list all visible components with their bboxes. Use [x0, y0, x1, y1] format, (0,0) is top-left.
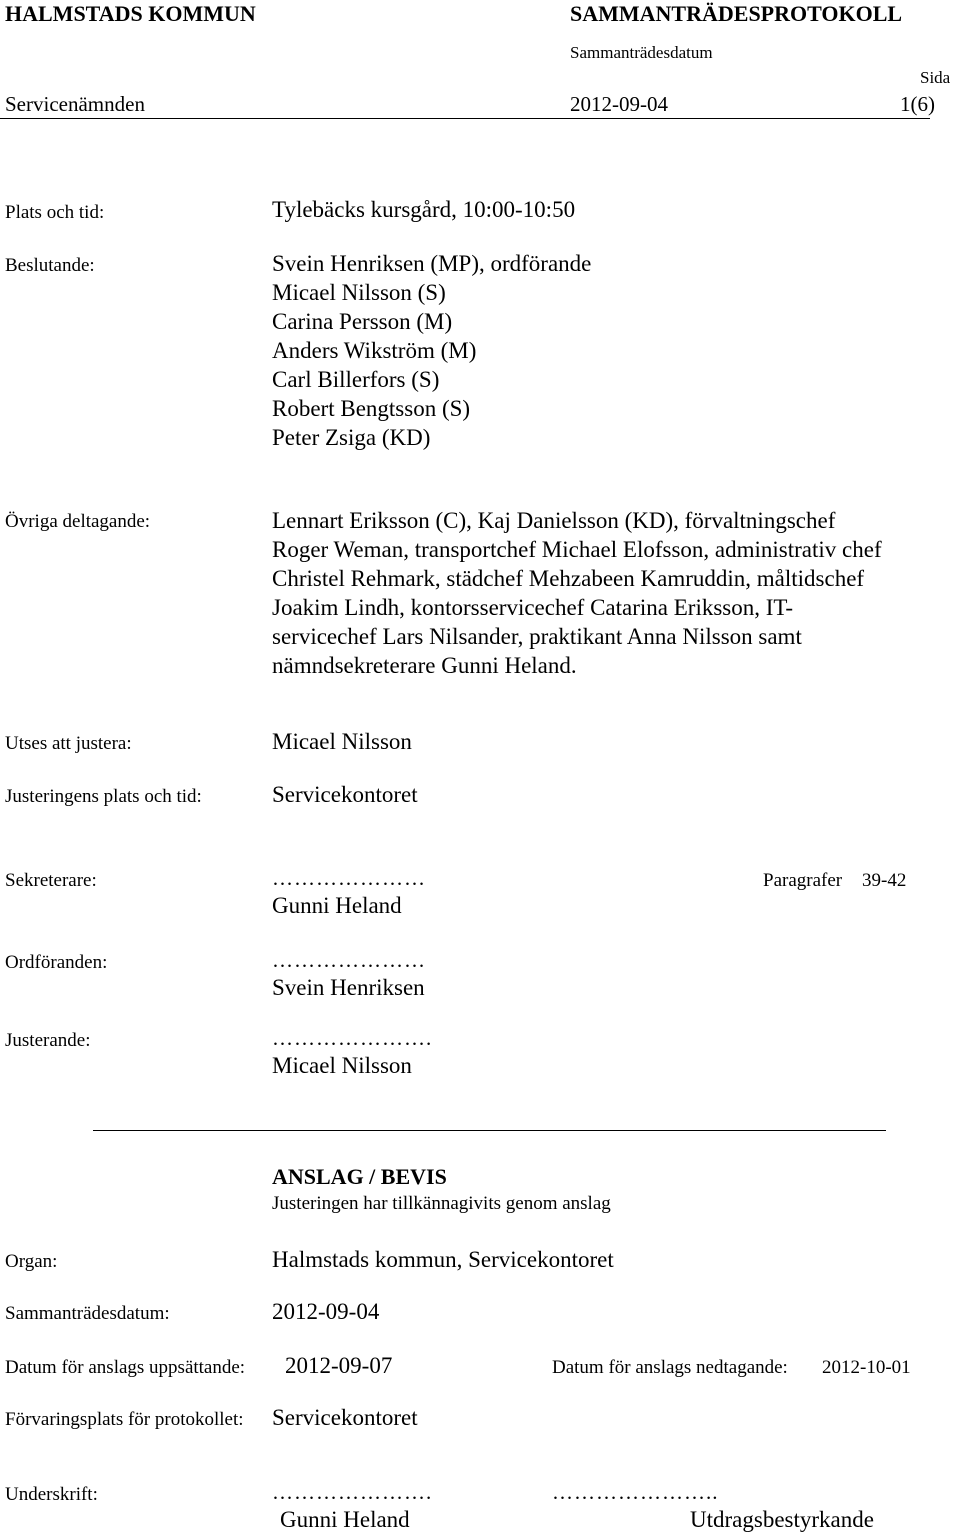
secretary-name: Gunni Heland	[272, 893, 402, 918]
decider-item: Carina Persson (M)	[272, 309, 453, 334]
adjust-value: Micael Nilsson	[272, 729, 412, 754]
notice-title: ANSLAG / BEVIS	[272, 1164, 447, 1189]
others-line: nämndsekreterare Gunni Heland.	[272, 653, 577, 678]
others-label: Övriga deltagande:	[5, 511, 151, 532]
decider-item: Svein Henriksen (MP), ordförande	[272, 251, 592, 276]
header-divider	[0, 118, 930, 119]
notice-divider	[93, 1130, 886, 1131]
organ-label: Organ:	[5, 1251, 58, 1272]
others-line: Lennart Eriksson (C), Kaj Danielsson (KD), förvaltningschef	[272, 508, 836, 533]
posted-value: 2012-09-07	[285, 1353, 393, 1378]
posted-label: Datum för anslags uppsättande:	[5, 1357, 246, 1378]
place-value: Tylebäcks kursgård, 10:00-10:50	[272, 197, 576, 222]
others-list	[272, 506, 882, 680]
notice-meeting-date-value: 2012-09-04	[272, 1299, 380, 1324]
decider-item: Robert Bengtsson (S)	[272, 396, 471, 421]
adjuster-label: Justerande:	[5, 1030, 91, 1051]
chair-signature-line: …………………	[272, 948, 426, 972]
paragraphs-value: 39-42	[862, 870, 907, 891]
decider-item: Peter Zsiga (KD)	[272, 425, 431, 450]
page-number: 1(6)	[900, 92, 935, 116]
place-label: Plats och tid:	[5, 202, 105, 223]
document-type: SAMMANTRÄDESPROTOKOLL	[570, 1, 903, 26]
others-line: Joakim Lindh, kontorsservicechef Catarina Eriksson, IT-	[272, 595, 793, 620]
adjuster-signature-line: ………………….	[272, 1026, 433, 1050]
notice-subtitle: Justeringen har tillkännagivits genom anslag	[272, 1193, 611, 1214]
others-line: Roger Weman, transportchef Michael Elofsson, administrativ chef	[272, 537, 882, 562]
adjust-place-value: Servicekontoret	[272, 782, 418, 807]
notice-meeting-date-label: Sammanträdesdatum:	[5, 1303, 170, 1324]
others-line: servicechef Lars Nilsander, praktikant Anna Nilsson samt	[272, 624, 802, 649]
deciders-label: Beslutande:	[5, 255, 95, 276]
storage-label: Förvaringsplats för protokollet:	[5, 1409, 244, 1430]
removed-label: Datum för anslags nedtagande:	[552, 1357, 788, 1378]
chair-name: Svein Henriksen	[272, 975, 425, 1000]
decider-item: Micael Nilsson (S)	[272, 280, 446, 305]
page-label: Sida	[920, 68, 951, 87]
date-label: Sammanträdesdatum	[570, 43, 713, 62]
signature-line-2: …………………..	[552, 1480, 719, 1504]
deciders-list	[272, 249, 591, 452]
chair-label: Ordföranden:	[5, 952, 108, 973]
secretary-label: Sekreterare:	[5, 870, 97, 891]
adjust-label: Utses att justera:	[5, 733, 132, 754]
decider-item: Anders Wikström (M)	[272, 338, 477, 363]
decider-item: Carl Billerfors (S)	[272, 367, 440, 392]
signature-line-1: ………………….	[272, 1480, 433, 1504]
others-line: Christel Rehmark, städchef Mehzabeen Kamruddin, måltidschef	[272, 566, 865, 591]
committee-name: Servicenämnden	[5, 92, 145, 116]
signature-name-2: Utdragsbestyrkande	[690, 1507, 874, 1532]
signature-label: Underskrift:	[5, 1484, 98, 1505]
organ-value: Halmstads kommun, Servicekontoret	[272, 1247, 614, 1272]
secretary-signature-line: …………………	[272, 866, 426, 890]
adjust-place-label: Justeringens plats och tid:	[5, 786, 202, 807]
org-name: HALMSTADS KOMMUN	[5, 1, 256, 26]
paragraphs-label: Paragrafer	[763, 870, 843, 891]
signature-name-1: Gunni Heland	[280, 1507, 410, 1532]
removed-value: 2012-10-01	[822, 1357, 911, 1378]
storage-value: Servicekontoret	[272, 1405, 418, 1430]
adjuster-name: Micael Nilsson	[272, 1053, 412, 1078]
meeting-date: 2012-09-04	[570, 92, 668, 116]
